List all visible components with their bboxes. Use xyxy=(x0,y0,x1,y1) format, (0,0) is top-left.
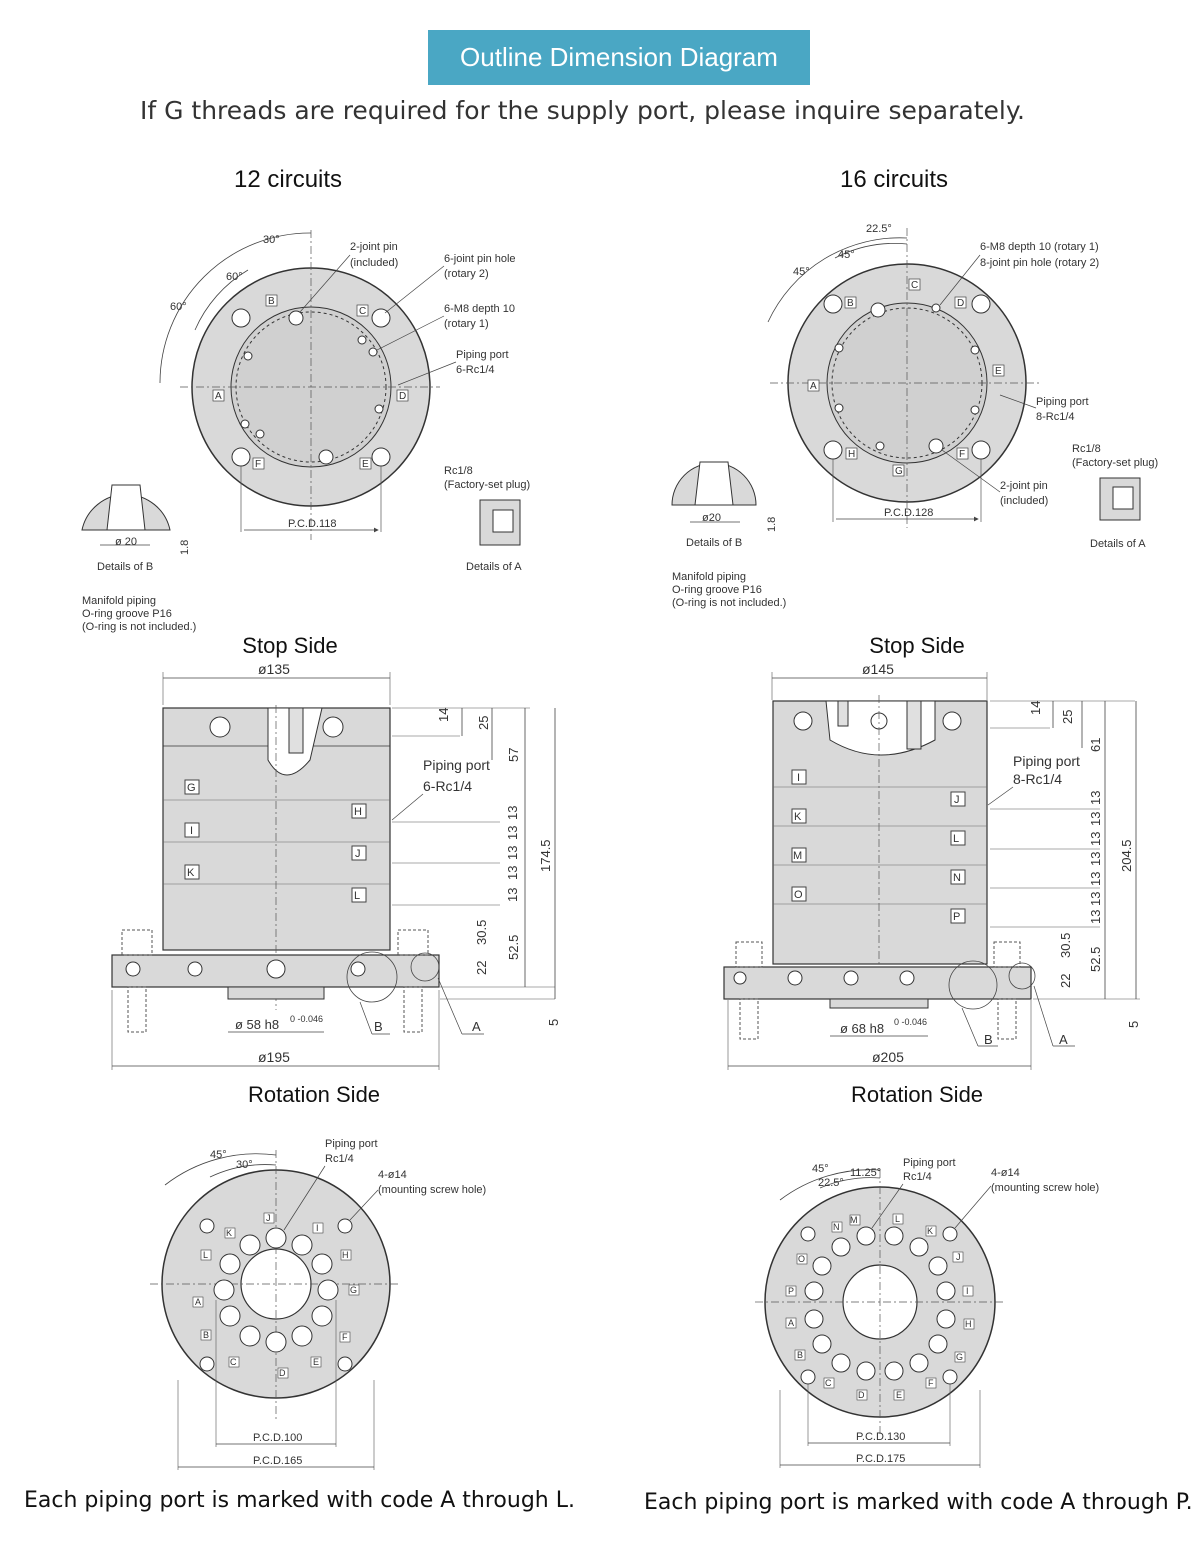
left-stop-letter-i: I xyxy=(190,825,194,837)
left-shaft-tol: 0 -0.046 xyxy=(290,1014,324,1024)
left-rot-label-j: J xyxy=(266,1213,271,1223)
left-shaft-dia: ø 58 h8 xyxy=(235,1017,280,1032)
left-dim-13e: 13 xyxy=(505,887,520,902)
left-rot-pcd2: P.C.D.165 xyxy=(253,1455,303,1467)
left-dim-305: 30.5 xyxy=(474,919,489,945)
right-dim-13b: 13 xyxy=(1088,811,1103,826)
left-top-label-d: D xyxy=(399,391,407,402)
left-stop-piping-2: 6-Rc1/4 xyxy=(423,778,473,794)
left-footer-note: Each piping port is marked with code A through L. xyxy=(24,1488,575,1513)
right-rot-label-l: L xyxy=(895,1214,901,1224)
right-detail-a-title: Details of A xyxy=(1090,538,1146,550)
right-rot-label-i: I xyxy=(966,1286,969,1296)
right-footer-note: Each piping port is marked with code A through P. xyxy=(644,1490,1193,1515)
left-dim-57: 57 xyxy=(506,747,521,762)
right-stop-letter-l: L xyxy=(953,833,960,845)
right-top-angle-3: 45° xyxy=(793,266,810,278)
left-top-callout-7: Piping port xyxy=(456,349,509,361)
right-side-view xyxy=(724,661,1141,1070)
left-oring-2: O-ring groove P16 xyxy=(82,608,172,620)
left-rot-label-l: L xyxy=(203,1250,209,1260)
left-rot-callout-2: Rc1/4 xyxy=(325,1153,354,1165)
right-rot-label-c: C xyxy=(825,1378,832,1388)
right-top-label-f: F xyxy=(959,449,966,460)
right-dim-13g: 13 xyxy=(1088,909,1103,924)
right-shaft-dia: ø 68 h8 xyxy=(840,1021,885,1036)
right-top-angle-1: 22.5° xyxy=(866,223,892,235)
left-stop-dia: ø135 xyxy=(258,661,290,677)
right-top-callout-5: 2-joint pin xyxy=(1000,480,1048,492)
right-dim-14: 14 xyxy=(1028,700,1043,715)
left-stop-piping-1: Piping port xyxy=(423,757,490,773)
diagram-title-banner: Outline Dimension Diagram xyxy=(428,30,810,85)
right-rot-pcd1: P.C.D.130 xyxy=(856,1431,906,1443)
left-dim-25: 25 xyxy=(476,715,491,730)
left-dim-13d: 13 xyxy=(505,865,520,880)
left-rot-angle-2: 30° xyxy=(236,1159,253,1171)
left-marker-b: B xyxy=(374,1019,383,1034)
left-dim-5: 5 xyxy=(546,1018,561,1026)
left-detail-a-title: Details of A xyxy=(466,561,522,573)
left-rot-label-d: D xyxy=(279,1368,286,1378)
left-detail-a-1: Rc1/8 xyxy=(444,465,473,477)
right-rot-callout-2: Rc1/4 xyxy=(903,1171,932,1183)
right-rot-label-e: E xyxy=(896,1390,903,1400)
right-rot-pcd2: P.C.D.175 xyxy=(856,1453,906,1465)
left-top-label-f: F xyxy=(255,459,262,470)
right-rot-angle-1: 45° xyxy=(812,1163,829,1175)
left-detail-a-2: (Factory-set plug) xyxy=(444,479,531,491)
right-rot-label-d: D xyxy=(858,1390,865,1400)
left-dim-13c: 13 xyxy=(505,845,520,860)
right-oring-2: O-ring groove P16 xyxy=(672,584,762,596)
right-rot-label-m: M xyxy=(850,1215,858,1225)
right-rot-label-j: J xyxy=(956,1252,961,1262)
right-base-dia: ø205 xyxy=(872,1049,904,1065)
right-dim-61: 61 xyxy=(1088,737,1103,752)
right-detail-a-2: (Factory-set plug) xyxy=(1072,457,1159,469)
right-rotation-side-title: Rotation Side xyxy=(850,1082,984,1107)
right-shaft-tol: 0 -0.046 xyxy=(894,1017,928,1027)
left-top-label-c: C xyxy=(359,306,367,317)
left-dim-13a: 13 xyxy=(505,805,520,820)
right-stop-side-title: Stop Side xyxy=(869,633,965,658)
right-dim-13e: 13 xyxy=(1088,871,1103,886)
right-top-callout-1: 6-M8 depth 10 (rotary 1) xyxy=(980,241,1099,253)
left-rot-callout-1: Piping port xyxy=(325,1138,378,1150)
right-stop-letter-p: P xyxy=(953,911,961,923)
right-rot-label-k: K xyxy=(927,1226,934,1236)
left-top-label-b: B xyxy=(268,296,275,307)
right-rot-label-o: O xyxy=(798,1254,806,1264)
right-oring-3: (O-ring is not included.) xyxy=(672,597,787,609)
right-rot-label-f: F xyxy=(928,1378,934,1388)
left-stop-letter-j: J xyxy=(355,848,361,860)
right-detail-b-dia: ø20 xyxy=(702,512,721,524)
right-top-callout-3: Piping port xyxy=(1036,396,1089,408)
supply-port-note: If G threads are required for the supply port, please inquire separately. xyxy=(139,96,1026,125)
left-dim-525: 52.5 xyxy=(506,934,521,960)
right-dim-13c: 13 xyxy=(1088,831,1103,846)
right-dim-22: 22 xyxy=(1058,973,1073,988)
right-detail-b-depth: 1.8 xyxy=(766,516,778,532)
right-top-label-e: E xyxy=(995,366,1002,377)
left-rot-callout-4: (mounting screw hole) xyxy=(378,1184,487,1196)
left-top-angle-2: 60° xyxy=(226,271,243,283)
right-oring-1: Manifold piping xyxy=(672,571,746,583)
left-detail-b-title: Details of B xyxy=(97,561,154,573)
left-rotation-view xyxy=(150,1138,486,1470)
right-dim-25: 25 xyxy=(1060,709,1075,724)
left-rot-label-a: A xyxy=(195,1297,202,1307)
right-stop-letter-m: M xyxy=(793,850,803,862)
right-stop-dia: ø145 xyxy=(862,661,894,677)
right-rot-label-p: P xyxy=(788,1286,795,1296)
right-stop-piping-1: Piping port xyxy=(1013,753,1080,769)
left-top-pcd: P.C.D.118 xyxy=(288,518,337,530)
right-marker-a: A xyxy=(1059,1032,1068,1047)
right-top-pcd: P.C.D.128 xyxy=(884,507,934,519)
right-dim-204: 204.5 xyxy=(1119,839,1134,872)
left-top-callout-2: (included) xyxy=(350,257,399,269)
right-stop-letter-k: K xyxy=(794,811,802,823)
left-top-callout-4: (rotary 2) xyxy=(444,268,489,280)
left-rot-label-e: E xyxy=(313,1357,320,1367)
right-rot-label-b: B xyxy=(797,1350,804,1360)
right-rot-label-a: A xyxy=(788,1318,795,1328)
left-side-view xyxy=(112,661,561,1070)
right-stop-letter-n: N xyxy=(953,872,961,884)
left-stop-letter-g: G xyxy=(187,782,196,794)
left-marker-a: A xyxy=(472,1019,481,1034)
left-oring-1: Manifold piping xyxy=(82,595,156,607)
left-detail-b-dia: ø 20 xyxy=(115,536,138,548)
right-detail-b-title: Details of B xyxy=(686,537,743,549)
right-rot-label-n: N xyxy=(833,1222,840,1232)
left-circuit-title: 12 circuits xyxy=(234,166,343,193)
left-top-label-a: A xyxy=(215,391,222,402)
left-top-angle-3: 60° xyxy=(170,301,187,313)
right-dim-525: 52.5 xyxy=(1088,946,1103,972)
right-stop-piping-2: 8-Rc1/4 xyxy=(1013,771,1063,787)
left-dim-174: 174.5 xyxy=(538,839,553,872)
left-rot-label-h: H xyxy=(342,1250,349,1260)
left-rot-label-i: I xyxy=(316,1223,319,1233)
right-rot-angle-2: 22.5° xyxy=(818,1177,844,1189)
left-rotation-side-title: Rotation Side xyxy=(247,1082,381,1107)
left-stop-side-title: Stop Side xyxy=(242,633,338,658)
left-rot-label-g: G xyxy=(350,1285,358,1295)
left-top-callout-1: 2-joint pin xyxy=(350,241,398,253)
left-top-callout-5: 6-M8 depth 10 xyxy=(444,303,515,315)
left-rot-label-k: K xyxy=(226,1228,233,1238)
left-top-label-e: E xyxy=(362,459,369,470)
left-top-view xyxy=(82,230,530,633)
right-top-label-g: G xyxy=(895,466,903,477)
right-stop-letter-o: O xyxy=(794,889,803,901)
left-dim-14: 14 xyxy=(436,707,451,722)
right-top-callout-2: 8-joint pin hole (rotary 2) xyxy=(980,257,1100,269)
left-detail-b-depth: 1.8 xyxy=(179,539,191,555)
left-stop-letter-l: L xyxy=(354,890,361,902)
right-circuit-title: 16 circuits xyxy=(840,166,949,193)
left-rot-label-c: C xyxy=(230,1357,237,1367)
right-top-view xyxy=(672,223,1158,609)
right-dim-305: 30.5 xyxy=(1058,932,1073,958)
right-top-label-c: C xyxy=(911,280,919,291)
left-top-callout-8: 6-Rc1/4 xyxy=(456,364,495,376)
right-rot-callout-1: Piping port xyxy=(903,1157,956,1169)
left-rot-label-f: F xyxy=(342,1332,348,1342)
right-dim-13d: 13 xyxy=(1088,851,1103,866)
right-top-callout-6: (included) xyxy=(1000,495,1049,507)
left-rot-pcd1: P.C.D.100 xyxy=(253,1432,303,1444)
left-rot-label-b: B xyxy=(203,1330,210,1340)
right-top-angle-2: 45° xyxy=(838,249,855,261)
left-top-angle-1: 30° xyxy=(263,234,280,246)
right-rot-callout-4: (mounting screw hole) xyxy=(991,1182,1100,1194)
right-stop-letter-i: I xyxy=(797,772,801,784)
right-rot-angle-3: 11.25° xyxy=(850,1167,882,1179)
right-top-callout-4: 8-Rc1/4 xyxy=(1036,411,1075,423)
left-rot-callout-3: 4-ø14 xyxy=(378,1169,407,1181)
right-rot-callout-3: 4-ø14 xyxy=(991,1167,1020,1179)
left-oring-3: (O-ring is not included.) xyxy=(82,621,197,633)
right-rot-label-h: H xyxy=(965,1319,972,1329)
right-dim-5: 5 xyxy=(1126,1020,1141,1028)
left-dim-22: 22 xyxy=(474,960,489,975)
right-rot-label-g: G xyxy=(956,1352,964,1362)
left-top-callout-6: (rotary 1) xyxy=(444,318,489,330)
right-top-label-h: H xyxy=(848,449,856,460)
right-detail-a-1: Rc1/8 xyxy=(1072,443,1101,455)
right-dim-13a: 13 xyxy=(1088,790,1103,805)
left-stop-letter-h: H xyxy=(354,806,362,818)
left-rot-angle-1: 45° xyxy=(210,1149,227,1161)
left-stop-letter-k: K xyxy=(187,867,195,879)
right-marker-b: B xyxy=(984,1032,993,1047)
right-top-label-a: A xyxy=(810,381,817,392)
right-stop-letter-j: J xyxy=(954,794,960,806)
left-base-dia: ø195 xyxy=(258,1049,290,1065)
left-top-callout-3: 6-joint pin hole xyxy=(444,253,516,265)
right-rotation-view xyxy=(755,1157,1099,1468)
right-dim-13f: 13 xyxy=(1088,891,1103,906)
right-top-label-d: D xyxy=(957,298,965,309)
left-dim-13b: 13 xyxy=(505,825,520,840)
right-top-label-b: B xyxy=(847,298,854,309)
